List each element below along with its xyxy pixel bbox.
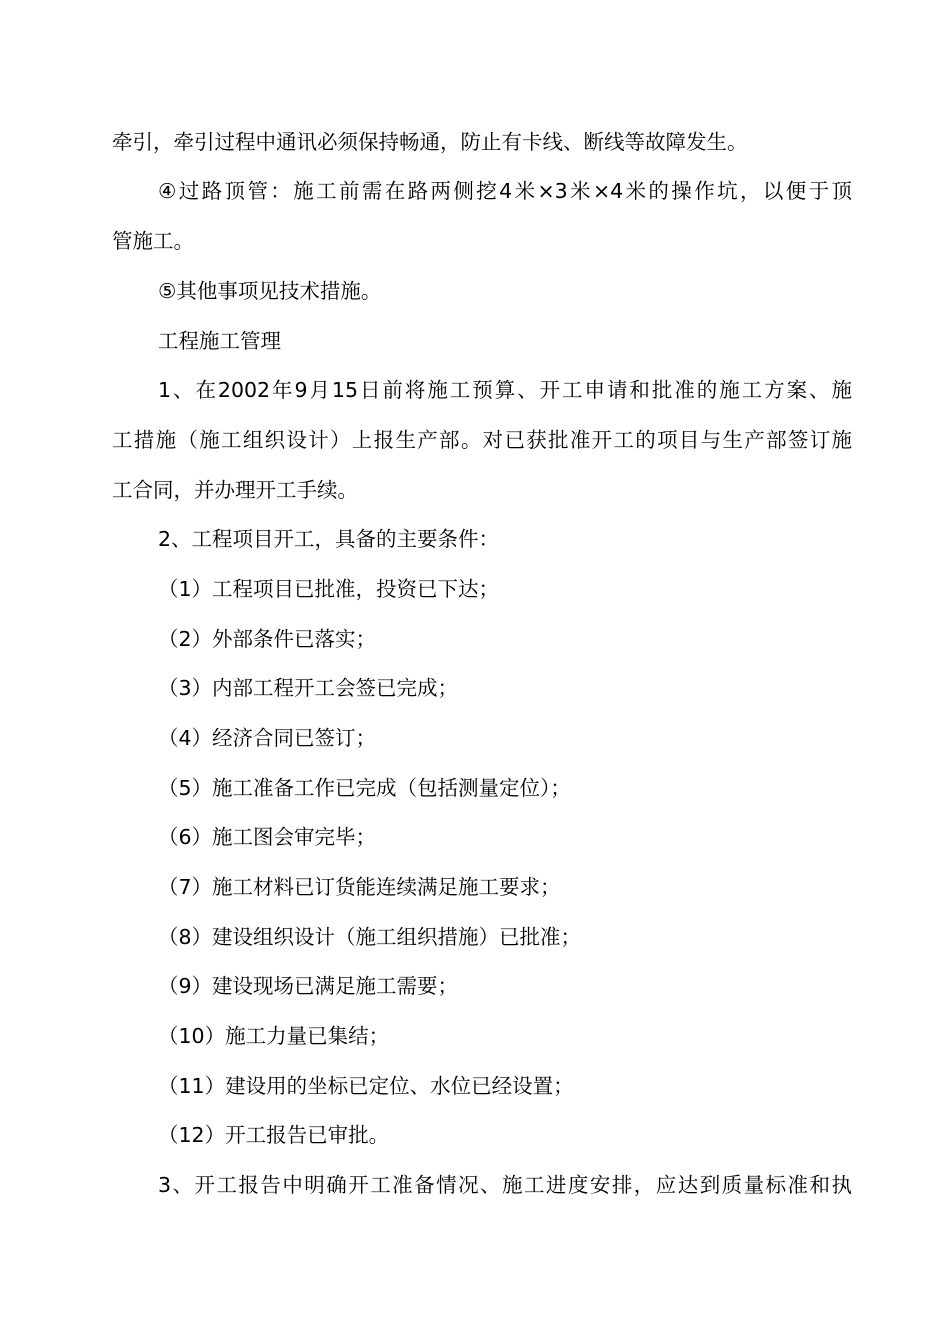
paragraph-line: ④过路顶管：施工前需在路两侧挖4米×3米×4米的操作坑，以便于顶 bbox=[158, 179, 852, 203]
list-item: （10）施工力量已集结； bbox=[158, 1024, 390, 1048]
paragraph-line: 牵引，牵引过程中通讯必须保持畅通，防止有卡线、断线等故障发生。 bbox=[112, 130, 748, 154]
list-item: （5）施工准备工作已完成（包括测量定位）； bbox=[158, 776, 571, 800]
list-item: （6）施工图会审完毕； bbox=[158, 825, 377, 849]
paragraph-line: 管施工。 bbox=[112, 229, 194, 253]
paragraph-line: ⑤其他事项见技术措施。 bbox=[158, 279, 382, 303]
section-heading: 工程施工管理 bbox=[158, 329, 281, 353]
paragraph-line: 工合同，并办理开工手续。 bbox=[112, 478, 358, 502]
list-item: （7）施工材料已订货能连续满足施工要求； bbox=[158, 875, 561, 899]
list-item: （8）建设组织设计（施工组织措施）已批准； bbox=[158, 925, 582, 949]
list-item: （11）建设用的坐标已定位、水位已经设置； bbox=[158, 1074, 574, 1098]
list-item: （4）经济合同已签订； bbox=[158, 726, 377, 750]
paragraph-line: 2、工程项目开工，具备的主要条件： bbox=[158, 527, 500, 551]
paragraph-line: 工措施（施工组织设计）上报生产部。对已获批准开工的项目与生产部签订施 bbox=[112, 428, 852, 452]
list-item: （1）工程项目已批准，投资已下达； bbox=[158, 577, 500, 601]
list-item: （9）建设现场已满足施工需要； bbox=[158, 974, 459, 998]
paragraph-line: 1、在2002年9月15日前将施工预算、开工申请和批准的施工方案、施 bbox=[158, 378, 852, 402]
list-item: （3）内部工程开工会签已完成； bbox=[158, 676, 459, 700]
paragraph-line: 3、开工报告中明确开工准备情况、施工进度安排，应达到质量标准和执 bbox=[158, 1173, 852, 1197]
list-item: （2）外部条件已落实； bbox=[158, 627, 377, 651]
list-item: （12）开工报告已审批。 bbox=[158, 1123, 390, 1147]
